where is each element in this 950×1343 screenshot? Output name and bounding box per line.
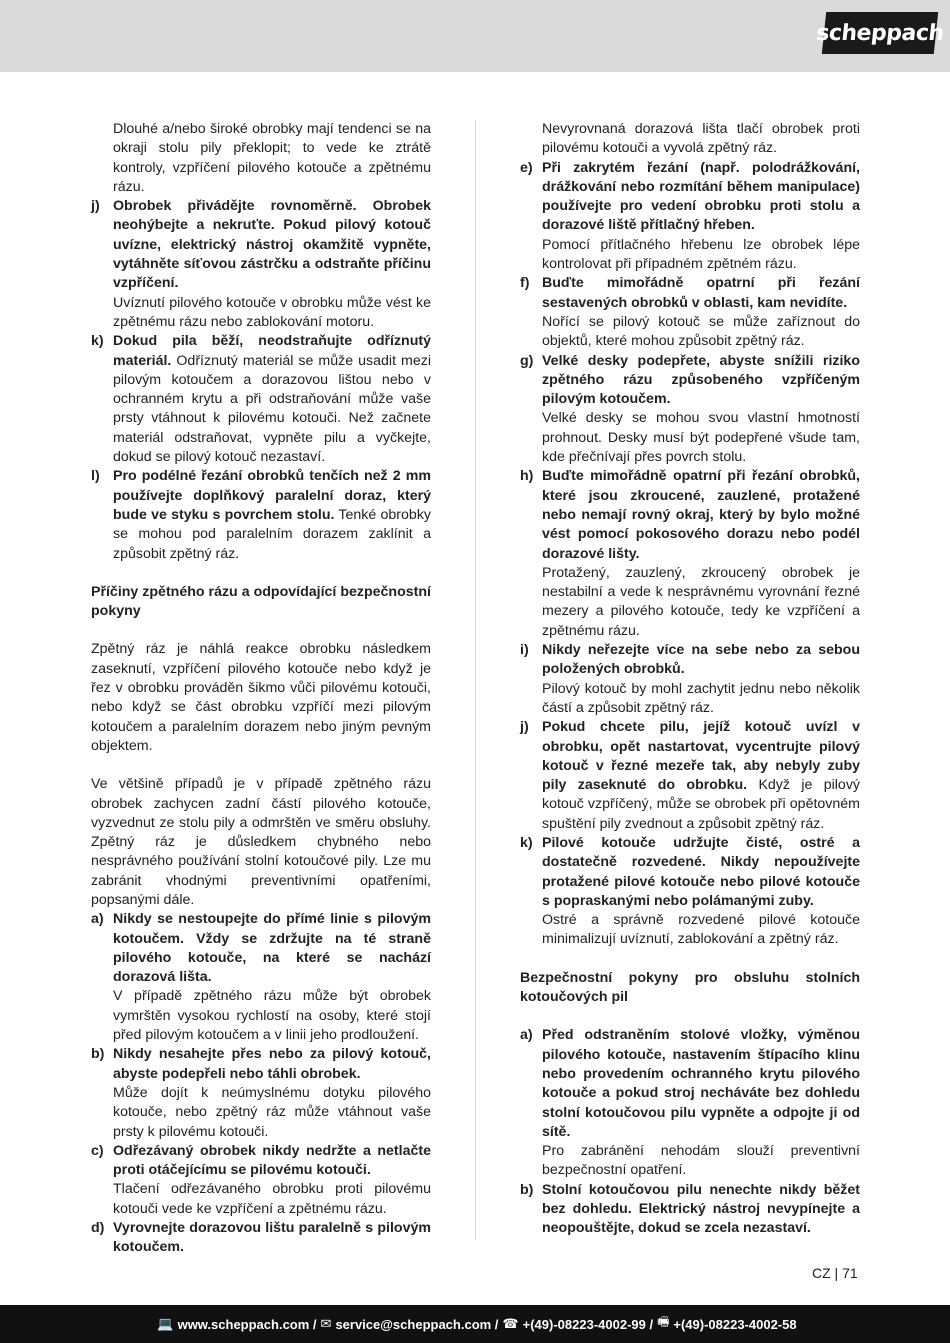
footer-fax: +(49)-08223-4002-58 [673,1316,797,1332]
list-text: Může dojít k neúmyslnému dotyku pilového kotouče, nebo zpětný ráz může vtáhnout vaše prsty k pilovému kotouči. [113,1084,431,1140]
column-divider [475,120,476,1240]
footer-phone: +(49)-08223-4002-99 / [522,1316,654,1332]
paragraph: Zpětný ráz je náhlá reakce obrobku následkem zaseknutí, vzpříčení pilového kotouče nebo když je řez v obrobku prováděn šikmo vůči pilovému kotouči, nebo když se část obrobku vzpříčí mezi pilovým kotoučem a paralelním dorazem nebo jiným pevným objektem. [91,641,431,754]
list-text: Ostré a správně rozvedené pilové kotouče minimalizují uvíznutí, zablokování a zpětný ráz. [542,912,860,948]
header-bar [0,0,950,72]
list-label: j) [520,719,529,736]
list-bold: Velké desky podepřete, abyste snížili riziko zpětného rázu způsobeného vzpříčeným pilovým kotoučem. [542,352,860,408]
right-column [520,120,860,1239]
list-label: j) [91,198,100,215]
list-item [520,1026,860,1142]
list-item [520,641,860,680]
list-item [520,1181,860,1239]
list-label: f) [520,275,530,292]
list-item [520,834,860,911]
list-item [91,467,431,563]
list-item [520,718,860,834]
list-bold: Před odstraněním stolové vložky, výměnou pilového kotouče, nastavením štípacího klinu nebo provedením ochranného krytu pilového kotouče a pokud stroj necháváte bez dohledu stolní kotoučovou pilu vypněte a odpojte ji od sítě. [542,1027,860,1140]
list-label: g) [520,352,534,369]
paragraph: Dlouhé a/nebo široké obrobky mají tendenci se na okraji stolu pily překlopit; to vede ke ztrátě kontroly, vzpříčení pilového kotouče a zpětnému rázu. [113,121,431,195]
footer-bar [0,1305,950,1343]
list-item [91,197,431,293]
list-bold: Pro podélné řezání obrobků tenčích než 2 mm používejte doplňkový paralelní doraz, který bude ve styku s povrchem stolu. [113,468,431,523]
footer-website-link[interactable]: www.scheppach.com / [177,1316,317,1332]
section-heading: Bezpečnostní pokyny pro obsluhu stolních kotoučových pil [520,969,860,1006]
list-label: e) [520,159,533,176]
page-number: CZ | 71 [812,1265,858,1281]
list-bold: Nikdy neřezejte více na sebe nebo za sebou položených obrobků. [542,642,860,678]
section-heading: Příčiny zpětného rázu a odpovídající bezpečnostní pokyny [91,583,431,620]
list-bold: Pokud chcete pilu, jejíž kotouč uvízl v obrobku, opět nastartovat, vycentrujte pilový kotouč v řezné mezeře tak, aby nebyly zuby pily zaseknuté do obrobku. [542,719,860,794]
list-label: a) [91,911,104,928]
list-text: Tenké obrobky se mohou pod paralelním dorazem zaklínit a způsobit zpětný ráz. [113,506,432,562]
list-text: Pilový kotouč by mohl zachytit jednu nebo několik částí a způsobit zpětný ráz. [542,680,860,716]
list-text: V případě zpětného rázu může být obrobek vymrštěn vysokou rychlostí na osoby, které stojí před pilovým kotoučem a v linii jeho prodloužení. [113,988,431,1044]
list-text: Nevyrovnaná dorazová lišta tlačí obrobek proti pilovému kotouči a vyvolá zpětný ráz. [542,121,860,157]
list-item [520,159,860,236]
list-item [91,1045,431,1084]
list-text: Odříznutý materiál se může usadit mezi pilovým kotoučem a dorazovou lištou nebo v ochranném krytu a při odstraňování může vaše prsty vtáhnout k pilovému kotouči. Než začnete materiál odstraňovat, vypněte pilu a vyčkejte, dokud se pilový kotouč nezastaví. [113,352,431,466]
list-label: d) [91,1220,105,1237]
list-text: Uvíznutí pilového kotouče v obrobku může vést ke zpětnému rázu nebo zablokování motoru. [113,294,431,330]
list-item [91,910,431,987]
list-bold: Odřezávaný obrobek nikdy nedržte a netlačte proti otáčejícímu se pilovému kotouči. [113,1142,431,1179]
phone-icon: ☎ [502,1316,519,1331]
list-item [520,467,860,563]
list-item [91,1219,431,1258]
list-label: k) [91,333,104,350]
list-item [91,332,431,467]
list-text: Pro zabránění nehodám slouží preventivní bezpečnostní opatření. [542,1143,860,1179]
list-label: i) [520,642,529,659]
list-bold: Vyrovnejte dorazovou lištu paralelně s pilovým kotoučem. [113,1220,431,1256]
list-text: Protažený, zauzlený, zkroucený obrobek je nestabilní a vede k nesprávnému vyrovnání řezné mezery a pilového kotouče, tedy ke vzpříčení a zpětnému rázu. [542,564,860,639]
list-text: Tlačení odřezávaného obrobku proti pilovému kotouči vede ke vzpříčení a zpětnému rázu. [113,1181,431,1217]
paragraph: Ve většině případů je v případě zpětného rázu obrobek zachycen zadní částí pilového kotouče, vyzvednut ze stolu pily a odmrštěn ve směru obsluhy. Zpětný ráz je důsledkem chybného nebo nesprávného používání stolní kotoučové pily. Lze mu zabránit vhodnými preventivními opatřeními, popsanými dále. [91,776,431,908]
brand-logo: scheppach [822,12,938,54]
footer-email-link[interactable]: service@scheppach.com / [335,1316,499,1332]
mail-icon: ✉ [320,1316,332,1331]
list-bold: Stolní kotoučovou pilu nenechte nikdy běžet bez dohledu. Elektrický nástroj nevypínejte a neopouštějte, dokud se zcela nezastaví. [542,1181,860,1237]
list-label: l) [91,468,100,485]
list-bold: Dokud pila běží, neodstraňujte odříznutý materiál. [113,333,431,369]
list-bold: Nikdy nesahejte přes nebo za pilový kotouč, abyste podepřeli nebo táhli obrobek. [113,1046,431,1082]
list-item [520,352,860,410]
fax-icon: 🖷 [657,1314,670,1329]
list-text: Pomocí přítlačného hřebenu lze obrobek lépe kontrolovat při případném zpětném rázu. [542,236,860,273]
list-label: b) [520,1181,534,1198]
list-bold: Nikdy se nestoupejte do přímé linie s pilovým kotoučem. Vždy se zdržujte na té straně pilového kotouče, na které se nachází dorazová lišta. [113,911,431,986]
list-label: h) [520,468,534,485]
computer-icon: 💻 [157,1316,174,1331]
list-label: a) [520,1027,533,1044]
list-bold: Při zakrytém řezání (např. polodrážkování, drážkování nebo rozmítání během manipulace) používejte pro vedení obrobku proti stolu a dorazové liště přítlačný hřeben. [542,159,860,234]
list-label: k) [520,834,533,851]
list-text: Velké desky se mohou svou vlastní hmotností prohnout. Desky musí být podepřené všude tam, kde přečnívají přes povrch stolu. [542,410,860,466]
list-label: b) [91,1046,105,1063]
list-bold: Buďte mimořádně opatrní při řezání obrobků, které jsou zkroucené, zauzlené, protažené nebo nemají rovný okraj, který by bylo možné vést pomocí pokosového dorazu nebo podél dorazové lišty. [542,468,860,562]
list-item [520,274,860,313]
list-text: Když je pilový kotouč vzpříčený, může se obrobek při opětovném spuštění pily zvednout a způsobit zpětný ráz. [542,777,861,832]
list-bold: Pilové kotouče udržujte čisté, ostré a dostatečně rozvedené. Nikdy nepoužívejte protažené pilové kotouče nebo pilové kotouče s popraskanými nebo polámanými zuby. [542,834,860,909]
list-bold: Buďte mimořádně opatrní při řezání sestavených obrobků v oblasti, kam nevidíte. [542,275,860,311]
list-label: c) [91,1142,104,1159]
left-column [91,120,431,1258]
list-bold: Obrobek přivádějte rovnoměrně. Obrobek neohýbejte a nekruťte. Pokud pilový kotouč uvízne, elektrický nástroj okamžitě vypněte, vytáhněte síťovou zástrčku a odstraňte příčinu vzpříčení. [113,198,431,292]
list-text: Nořící se pilový kotouč se může zaříznout do objektů, které mohou způsobit zpětný ráz. [542,313,860,350]
list-item [91,1142,431,1181]
